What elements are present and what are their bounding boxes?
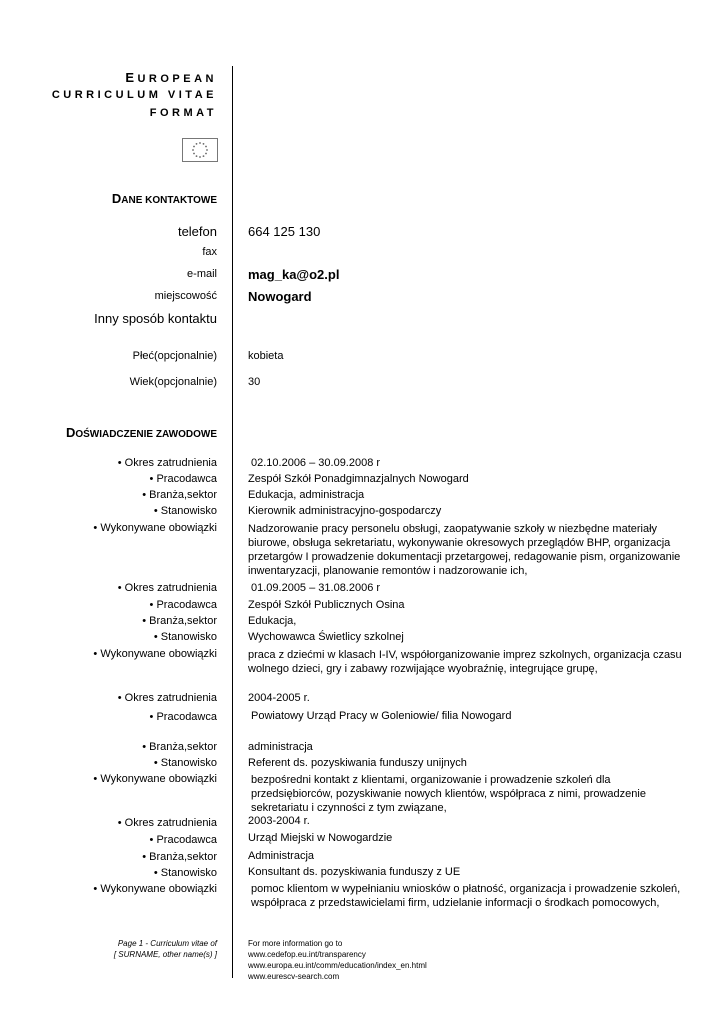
other-contact-label: Inny sposób kontaktu xyxy=(94,311,217,326)
job2-position: Wychowawca Świetlicy szkolnej xyxy=(248,631,404,643)
header-line-1: EUROPEAN xyxy=(125,70,217,85)
job2-duties-label: • Wykonywane obowiązki xyxy=(93,648,217,660)
job3-industry: administracja xyxy=(248,741,313,753)
job1-position: Kierownik administracyjno-gospodarczy xyxy=(248,505,442,517)
footer-page-label: Page 1 - Curriculum vitae of xyxy=(117,939,217,948)
job4-industry: Administracja xyxy=(248,850,315,862)
job3-duties-label: • Wykonywane obowiązki xyxy=(93,773,217,785)
email-label: e-mail xyxy=(187,268,217,280)
age-value: 30 xyxy=(248,376,261,388)
eu-flag-icon xyxy=(182,138,218,162)
job3-position: Referent ds. pozyskiwania funduszy unijnych xyxy=(248,757,467,769)
job3-period: 2004-2005 r. xyxy=(248,692,310,704)
header-line-2: CURRICULUM VITAE xyxy=(51,89,217,101)
job3-employer-label: • Pracodawca xyxy=(149,711,217,723)
job4-employer: Urząd Miejski w Nowogardzie xyxy=(248,832,393,844)
job2-position-label: • Stanowisko xyxy=(153,631,217,643)
job1-position-label: • Stanowisko xyxy=(153,505,217,517)
job4-duties-label: • Wykonywane obowiązki xyxy=(93,883,217,895)
gender-value: kobieta xyxy=(248,350,284,362)
job2-industry: Edukacja, xyxy=(248,615,297,627)
gender-label: Płeć(opcjonalnie) xyxy=(132,350,217,362)
job4-position-label: • Stanowisko xyxy=(153,867,217,879)
job3-employer: Powiatowy Urząd Pracy w Goleniowie/ filia Nowogard xyxy=(251,710,512,722)
job1-employer: Zespół Szkół Ponadgimnazjalnych Nowogard xyxy=(248,473,469,485)
column-divider xyxy=(232,66,233,978)
phone-label: telefon xyxy=(177,224,217,239)
job4-period-label: • Okres zatrudnienia xyxy=(117,817,217,829)
footer-link-europa[interactable]: www.europa.eu.int/comm/education/index_en.html xyxy=(248,961,427,970)
job1-period-label: • Okres zatrudnienia xyxy=(117,457,217,469)
job2-employer: Zespół Szkół Publicznych Osina xyxy=(248,599,405,611)
job1-industry-label: • Branża,sektor xyxy=(142,489,217,501)
job4-employer-label: • Pracodawca xyxy=(149,834,217,846)
job3-duties: bezpośredni kontakt z klientami, organizowanie i prowadzenie szkoleń dla przedsiębiorców, pozyskiwanie nowych klientów, współpraca z nimi, prowadzenie sekretariatu i czynności z tym związane, xyxy=(251,774,646,814)
job1-industry: Edukacja, administracja xyxy=(248,489,365,501)
job1-employer-label: • Pracodawca xyxy=(149,473,217,485)
email-value: mag_ka@o2.pl xyxy=(248,267,340,282)
job3-industry-label: • Branża,sektor xyxy=(142,741,217,753)
phone-value: 664 125 130 xyxy=(248,224,321,239)
job4-position: Konsultant ds. pozyskiwania funduszy z UE xyxy=(248,866,461,878)
fax-label: fax xyxy=(202,246,217,258)
job2-duties: praca z dziećmi w klasach I-IV, współorganizowanie imprez szkolnych, organizacja czasu wolnego dzieci, gry i zabawy rozwijające wyobraźnię, integrujące grupę, xyxy=(248,649,682,675)
age-label: Wiek(opcjonalnie) xyxy=(129,376,217,388)
job4-industry-label: • Branża,sektor xyxy=(142,851,217,863)
section-experience-title: DOŚWIADCZENIE ZAWODOWE xyxy=(65,425,217,440)
job3-position-label: • Stanowisko xyxy=(153,757,217,769)
job2-industry-label: • Branża,sektor xyxy=(142,615,217,627)
job1-duties: Nadzorowanie pracy personelu obsługi, zaopatywanie szkoły w niezbędne materiały biurowe, obsługa sekretariatu, wykonywanie okresowych przeglądów BHP, organizacja przetargów I prowadzenie dokumentacji przetargowej, redagowanie pism, organizowanie inwentaryzacji, planowanie remontów i nadzorowanie ich, xyxy=(248,523,681,577)
job4-period: 2003-2004 r. xyxy=(248,815,310,827)
footer-link-eurescv[interactable]: www.eurescv-search.com xyxy=(248,972,340,981)
header-line-3: FORMAT xyxy=(149,107,217,119)
job2-period-label: • Okres zatrudnienia xyxy=(117,582,217,594)
footer-link-cedefop[interactable]: www.cedefop.eu.int/transparency xyxy=(248,950,366,959)
job4-duties: pomoc klientom w wypełnianiu wniosków o płatność, organizacja i prowadzenie szkoleń, współpraca z przedstawicielami firm, udzielanie informacji o środkach pomocowych, xyxy=(251,883,681,909)
footer-info-label: For more information go to xyxy=(248,939,343,948)
city-label: miejscowość xyxy=(154,290,217,302)
job2-employer-label: • Pracodawca xyxy=(149,599,217,611)
section-contact-title: DANE KONTAKTOWE xyxy=(111,191,217,206)
job1-period: 02.10.2006 – 30.09.2008 r xyxy=(251,457,381,469)
job1-duties-label: • Wykonywane obowiązki xyxy=(93,522,217,534)
footer-surname-label: [ SURNAME, other name(s) ] xyxy=(113,950,217,959)
city-value: Nowogard xyxy=(248,289,312,304)
job3-period-label: • Okres zatrudnienia xyxy=(117,692,217,704)
job2-period: 01.09.2005 – 31.08.2006 r xyxy=(251,582,381,594)
